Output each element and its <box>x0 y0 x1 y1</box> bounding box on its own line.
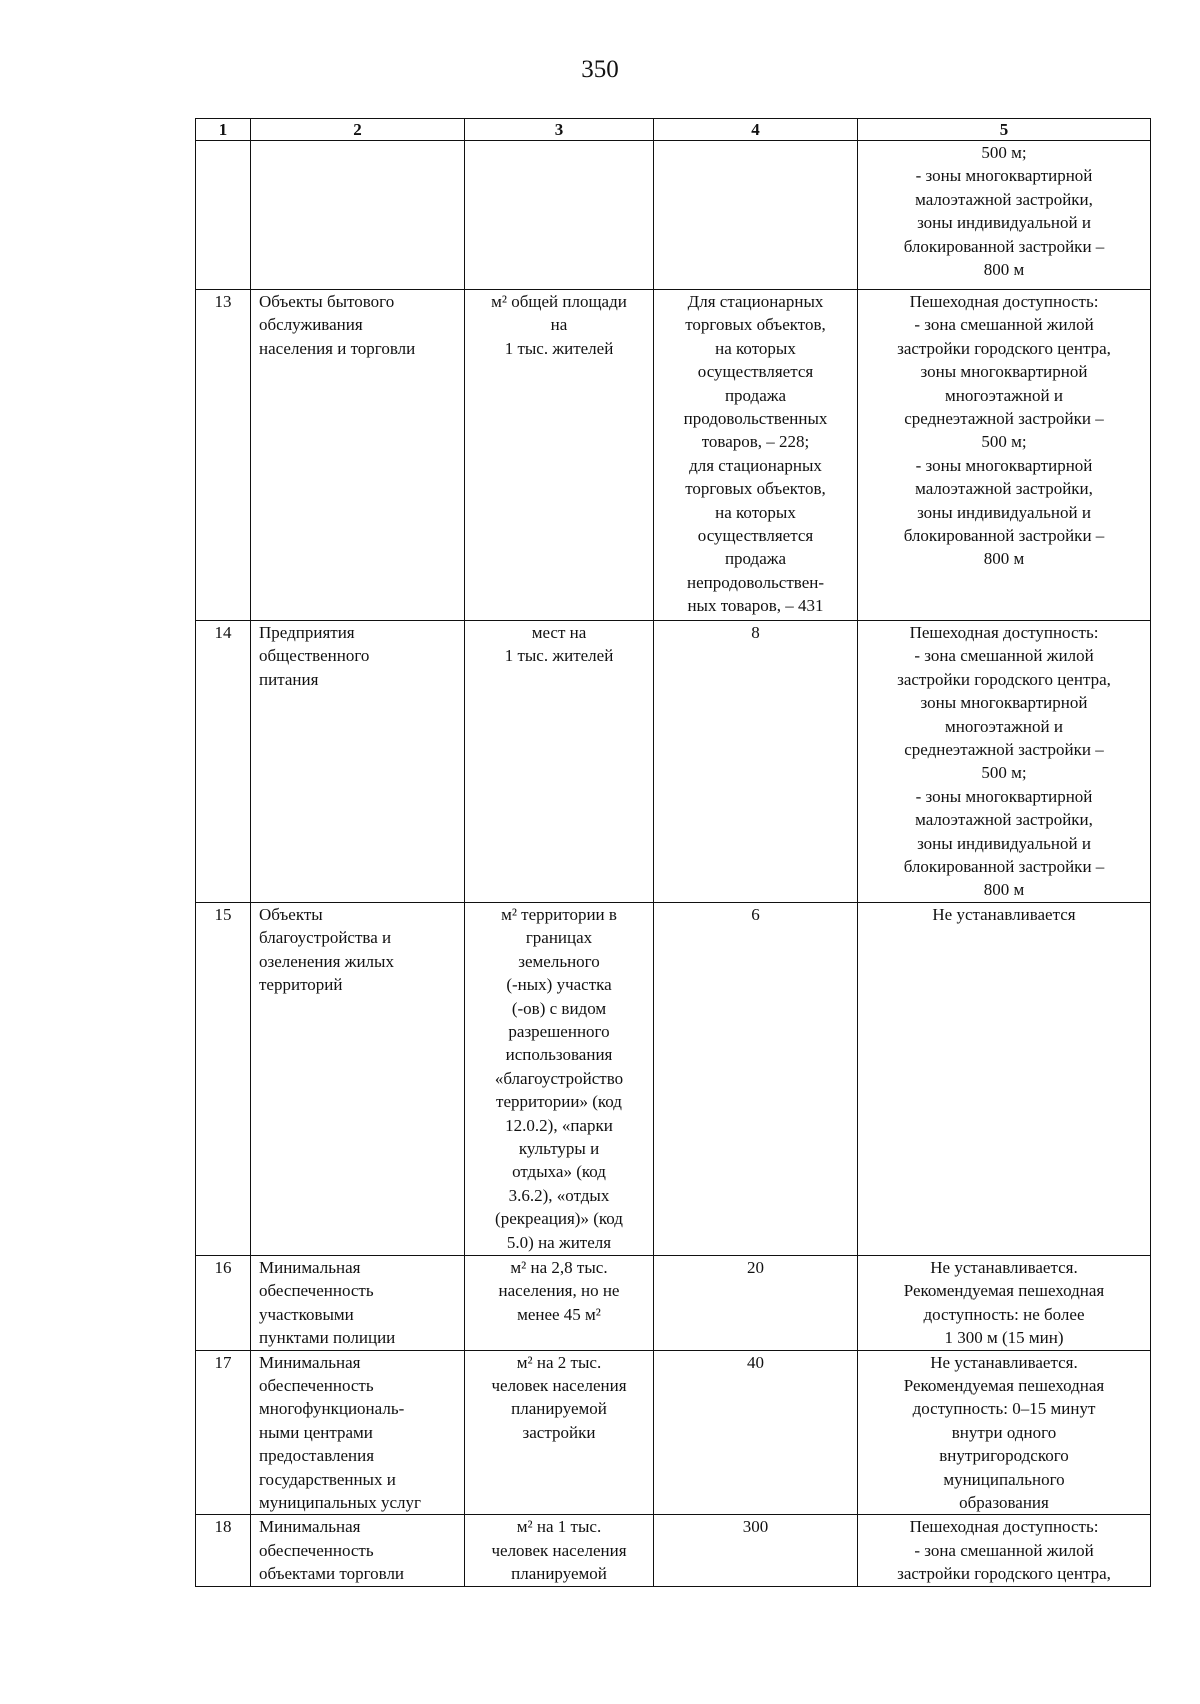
norm-value: 6 <box>654 903 858 1256</box>
row-number <box>196 141 251 290</box>
row-number: 17 <box>196 1350 251 1515</box>
unit: м² на 2,8 тыс. населения, но не менее 45 м² <box>465 1256 654 1351</box>
header-col-5: 5 <box>858 119 1151 141</box>
object-name: Предприятия общественного питания <box>251 621 465 903</box>
norm-value: 40 <box>654 1350 858 1515</box>
row-number: 13 <box>196 290 251 621</box>
norm-value: 8 <box>654 621 858 903</box>
unit <box>465 141 654 290</box>
header-col-1: 1 <box>196 119 251 141</box>
table-row <box>196 1515 1151 1587</box>
table-row-continuation <box>196 141 1151 290</box>
norm-value: 20 <box>654 1256 858 1351</box>
row-number: 14 <box>196 621 251 903</box>
row-number: 16 <box>196 1256 251 1351</box>
object-name: Объекты благоустройства и озеленения жилых территорий <box>251 903 465 1256</box>
unit: м² территории в границах земельного (-ных) участка (-ов) с видом разрешенного использования «благоустройство территории» (код 12.0.2), «парки культуры и отдыха» (код 3.6.2), «отдых (рекреация)» (код 5.0) на жителя <box>465 903 654 1256</box>
object-name: Минимальная обеспеченность многофункциональ- ными центрами предоставления государственных и муниципальных услуг <box>251 1350 465 1515</box>
accessibility: Не устанавливается. Рекомендуемая пешеходная доступность: не более 1 300 м (15 мин) <box>858 1256 1151 1351</box>
unit: м² на 2 тыс. человек населения планируемой застройки <box>465 1350 654 1515</box>
accessibility: Пешеходная доступность: - зона смешанной жилой застройки городского центра, зоны многоквартирной многоэтажной и среднеэтажной застройки – 500 м; - зоны многоквартирной малоэтажной застройки, зоны индивидуальной и блокированной застройки – 800 м <box>858 621 1151 903</box>
accessibility: 500 м; - зоны многоквартирной малоэтажной застройки, зоны индивидуальной и блокированной застройки – 800 м <box>858 141 1151 290</box>
page-number: 350 <box>581 56 619 83</box>
accessibility: Не устанавливается. Рекомендуемая пешеходная доступность: 0–15 минут внутри одного внутригородского муниципального образования <box>858 1350 1151 1515</box>
table-row <box>196 1256 1151 1351</box>
norm-value: 300 <box>654 1515 858 1587</box>
accessibility: Пешеходная доступность: - зона смешанной жилой застройки городского центра, зоны многоквартирной многоэтажной и среднеэтажной застройки – 500 м; - зоны многоквартирной малоэтажной застройки, зоны индивидуальной и блокированной застройки – 800 м <box>858 290 1151 621</box>
header-col-2: 2 <box>251 119 465 141</box>
accessibility: Не устанавливается <box>858 903 1151 1256</box>
header-col-4: 4 <box>654 119 858 141</box>
norms-table-container <box>195 118 1151 1587</box>
norms-table <box>195 118 1151 1587</box>
header-col-3: 3 <box>465 119 654 141</box>
norm-value <box>654 141 858 290</box>
unit: мест на 1 тыс. жителей <box>465 621 654 903</box>
accessibility: Пешеходная доступность: - зона смешанной жилой застройки городского центра, <box>858 1515 1151 1587</box>
unit: м² на 1 тыс. человек населения планируемой <box>465 1515 654 1587</box>
row-number: 15 <box>196 903 251 1256</box>
object-name <box>251 141 465 290</box>
object-name: Объекты бытового обслуживания населения и торговли <box>251 290 465 621</box>
table-row <box>196 621 1151 903</box>
object-name: Минимальная обеспеченность объектами торговли <box>251 1515 465 1587</box>
row-number: 18 <box>196 1515 251 1587</box>
unit: м² общей площади на 1 тыс. жителей <box>465 290 654 621</box>
norm-value: Для стационарных торговых объектов, на которых осуществляется продажа продовольственных товаров, – 228; для стационарных торговых объектов, на которых осуществляется продажа непродовольствен- ных товаров, – 431 <box>654 290 858 621</box>
table-row <box>196 903 1151 1256</box>
object-name: Минимальная обеспеченность участковыми пунктами полиции <box>251 1256 465 1351</box>
table-row <box>196 1350 1151 1515</box>
header-row <box>196 119 1151 141</box>
table-row <box>196 290 1151 621</box>
